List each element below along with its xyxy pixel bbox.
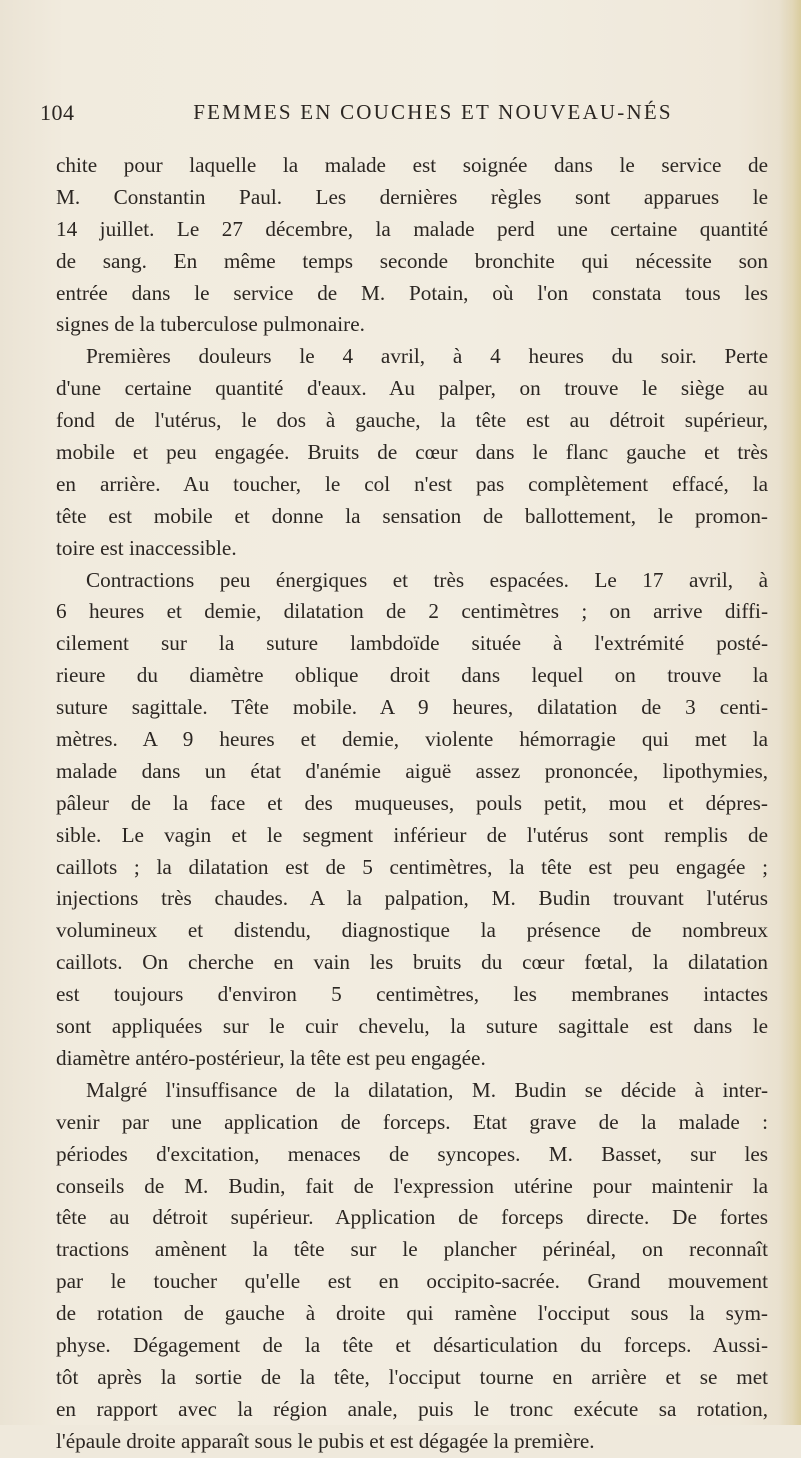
text-line: rieure du diamètre oblique droit dans lequel on trouve la	[56, 663, 768, 688]
text-line: toire est inaccessible.	[56, 535, 237, 560]
paragraph	[56, 341, 768, 564]
text-line: injections très chaudes. A la palpation, M. Budin trouvant l'utérus	[56, 886, 768, 911]
text-line: venir par une application de forceps. Etat grave de la malade :	[56, 1109, 768, 1134]
text-line: 14 juillet. Le 27 décembre, la malade perd une certaine quantité	[56, 216, 768, 241]
page-number: 104	[40, 100, 75, 125]
text-line: diamètre antéro-postérieur, la tête est peu engagée.	[56, 1045, 486, 1070]
text-line: malade dans un état d'anémie aiguë assez prononcée, lipothymies,	[56, 758, 768, 783]
paragraph	[56, 150, 768, 341]
text-line: d'une certaine quantité d'eaux. Au palper, on trouve le siège au	[56, 376, 768, 401]
page-edge	[779, 0, 801, 1425]
paragraph	[56, 565, 768, 1075]
text-line: de rotation de gauche à droite qui ramène l'occiput sous la sym-	[56, 1301, 768, 1326]
text-line: est toujours d'environ 5 centimètres, les membranes intactes	[56, 982, 768, 1007]
text-line: physe. Dégagement de la tête et désarticulation du forceps. Aussi-	[56, 1332, 768, 1357]
text-line: tractions amènent la tête sur le plancher périnéal, on reconnaît	[56, 1237, 768, 1262]
text-line: cilement sur la suture lambdoïde située à l'extrémité posté-	[56, 631, 768, 656]
text-line: mobile et peu engagée. Bruits de cœur dans le flanc gauche et très	[56, 440, 768, 465]
text-line: M. Constantin Paul. Les dernières règles sont apparues le	[56, 184, 768, 209]
text-line: par le toucher qu'elle est en occipito-sacrée. Grand mouvement	[56, 1269, 768, 1294]
text-line: l'épaule droite apparaît sous le pubis et est dégagée la première.	[56, 1428, 595, 1453]
text-line: tête au détroit supérieur. Application de forceps directe. De fortes	[56, 1205, 768, 1230]
text-line: chite pour laquelle la malade est soignée dans le service de	[56, 153, 768, 177]
text-line: fond de l'utérus, le dos à gauche, la tête est au détroit supérieur,	[56, 408, 768, 433]
text-line: Premières douleurs le 4 avril, à 4 heures du soir. Perte	[86, 344, 768, 369]
text-line: en arrière. Au toucher, le col n'est pas complètement effacé, la	[56, 471, 768, 496]
running-title: FEMMES EN COUCHES ET NOUVEAU-NÉS	[193, 100, 673, 124]
text-line: entrée dans le service de M. Potain, où l'on constata tous les	[56, 280, 768, 305]
text-line: périodes d'excitation, menaces de syncopes. M. Basset, sur les	[56, 1141, 768, 1166]
text-line: sible. Le vagin et le segment inférieur de l'utérus sont remplis de	[56, 822, 768, 847]
text-line: de sang. En même temps seconde bronchite qui nécessite son	[56, 248, 768, 273]
text-line: signes de la tuberculose pulmonaire.	[56, 312, 365, 337]
text-line: tôt après la sortie de la tête, l'occiput tourne en arrière et se met	[56, 1364, 768, 1389]
text-line: suture sagittale. Tête mobile. A 9 heures, dilatation de 3 centi-	[56, 695, 768, 720]
text-line: mètres. A 9 heures et demie, violente hémorragie qui met la	[56, 727, 768, 752]
page-header	[40, 100, 766, 130]
text-line: 6 heures et demie, dilatation de 2 centimètres ; on arrive diffi-	[56, 599, 768, 624]
text-line: sont appliquées sur le cuir chevelu, la suture sagittale est dans le	[56, 1014, 768, 1039]
body-text	[56, 150, 768, 1458]
text-line: caillots. On cherche en vain les bruits du cœur fœtal, la dilatation	[56, 950, 768, 975]
text-line: en rapport avec la région anale, puis le tronc exécute sa rotation,	[56, 1396, 768, 1421]
text-line: Contractions peu énergiques et très espacées. Le 17 avril, à	[86, 567, 768, 592]
text-line: tête est mobile et donne la sensation de ballottement, le promon-	[56, 503, 768, 528]
text-line: volumineux et distendu, diagnostique la présence de nombreux	[56, 918, 768, 943]
text-line: pâleur de la face et des muqueuses, pouls petit, mou et dépres-	[56, 790, 768, 815]
paragraph	[56, 1075, 768, 1458]
text-line: conseils de M. Budin, fait de l'expression utérine pour maintenir la	[56, 1173, 768, 1198]
text-line: caillots ; la dilatation est de 5 centimètres, la tête est peu engagée ;	[56, 854, 768, 879]
text-line: Malgré l'insuffisance de la dilatation, M. Budin se décide à inter-	[86, 1077, 768, 1102]
